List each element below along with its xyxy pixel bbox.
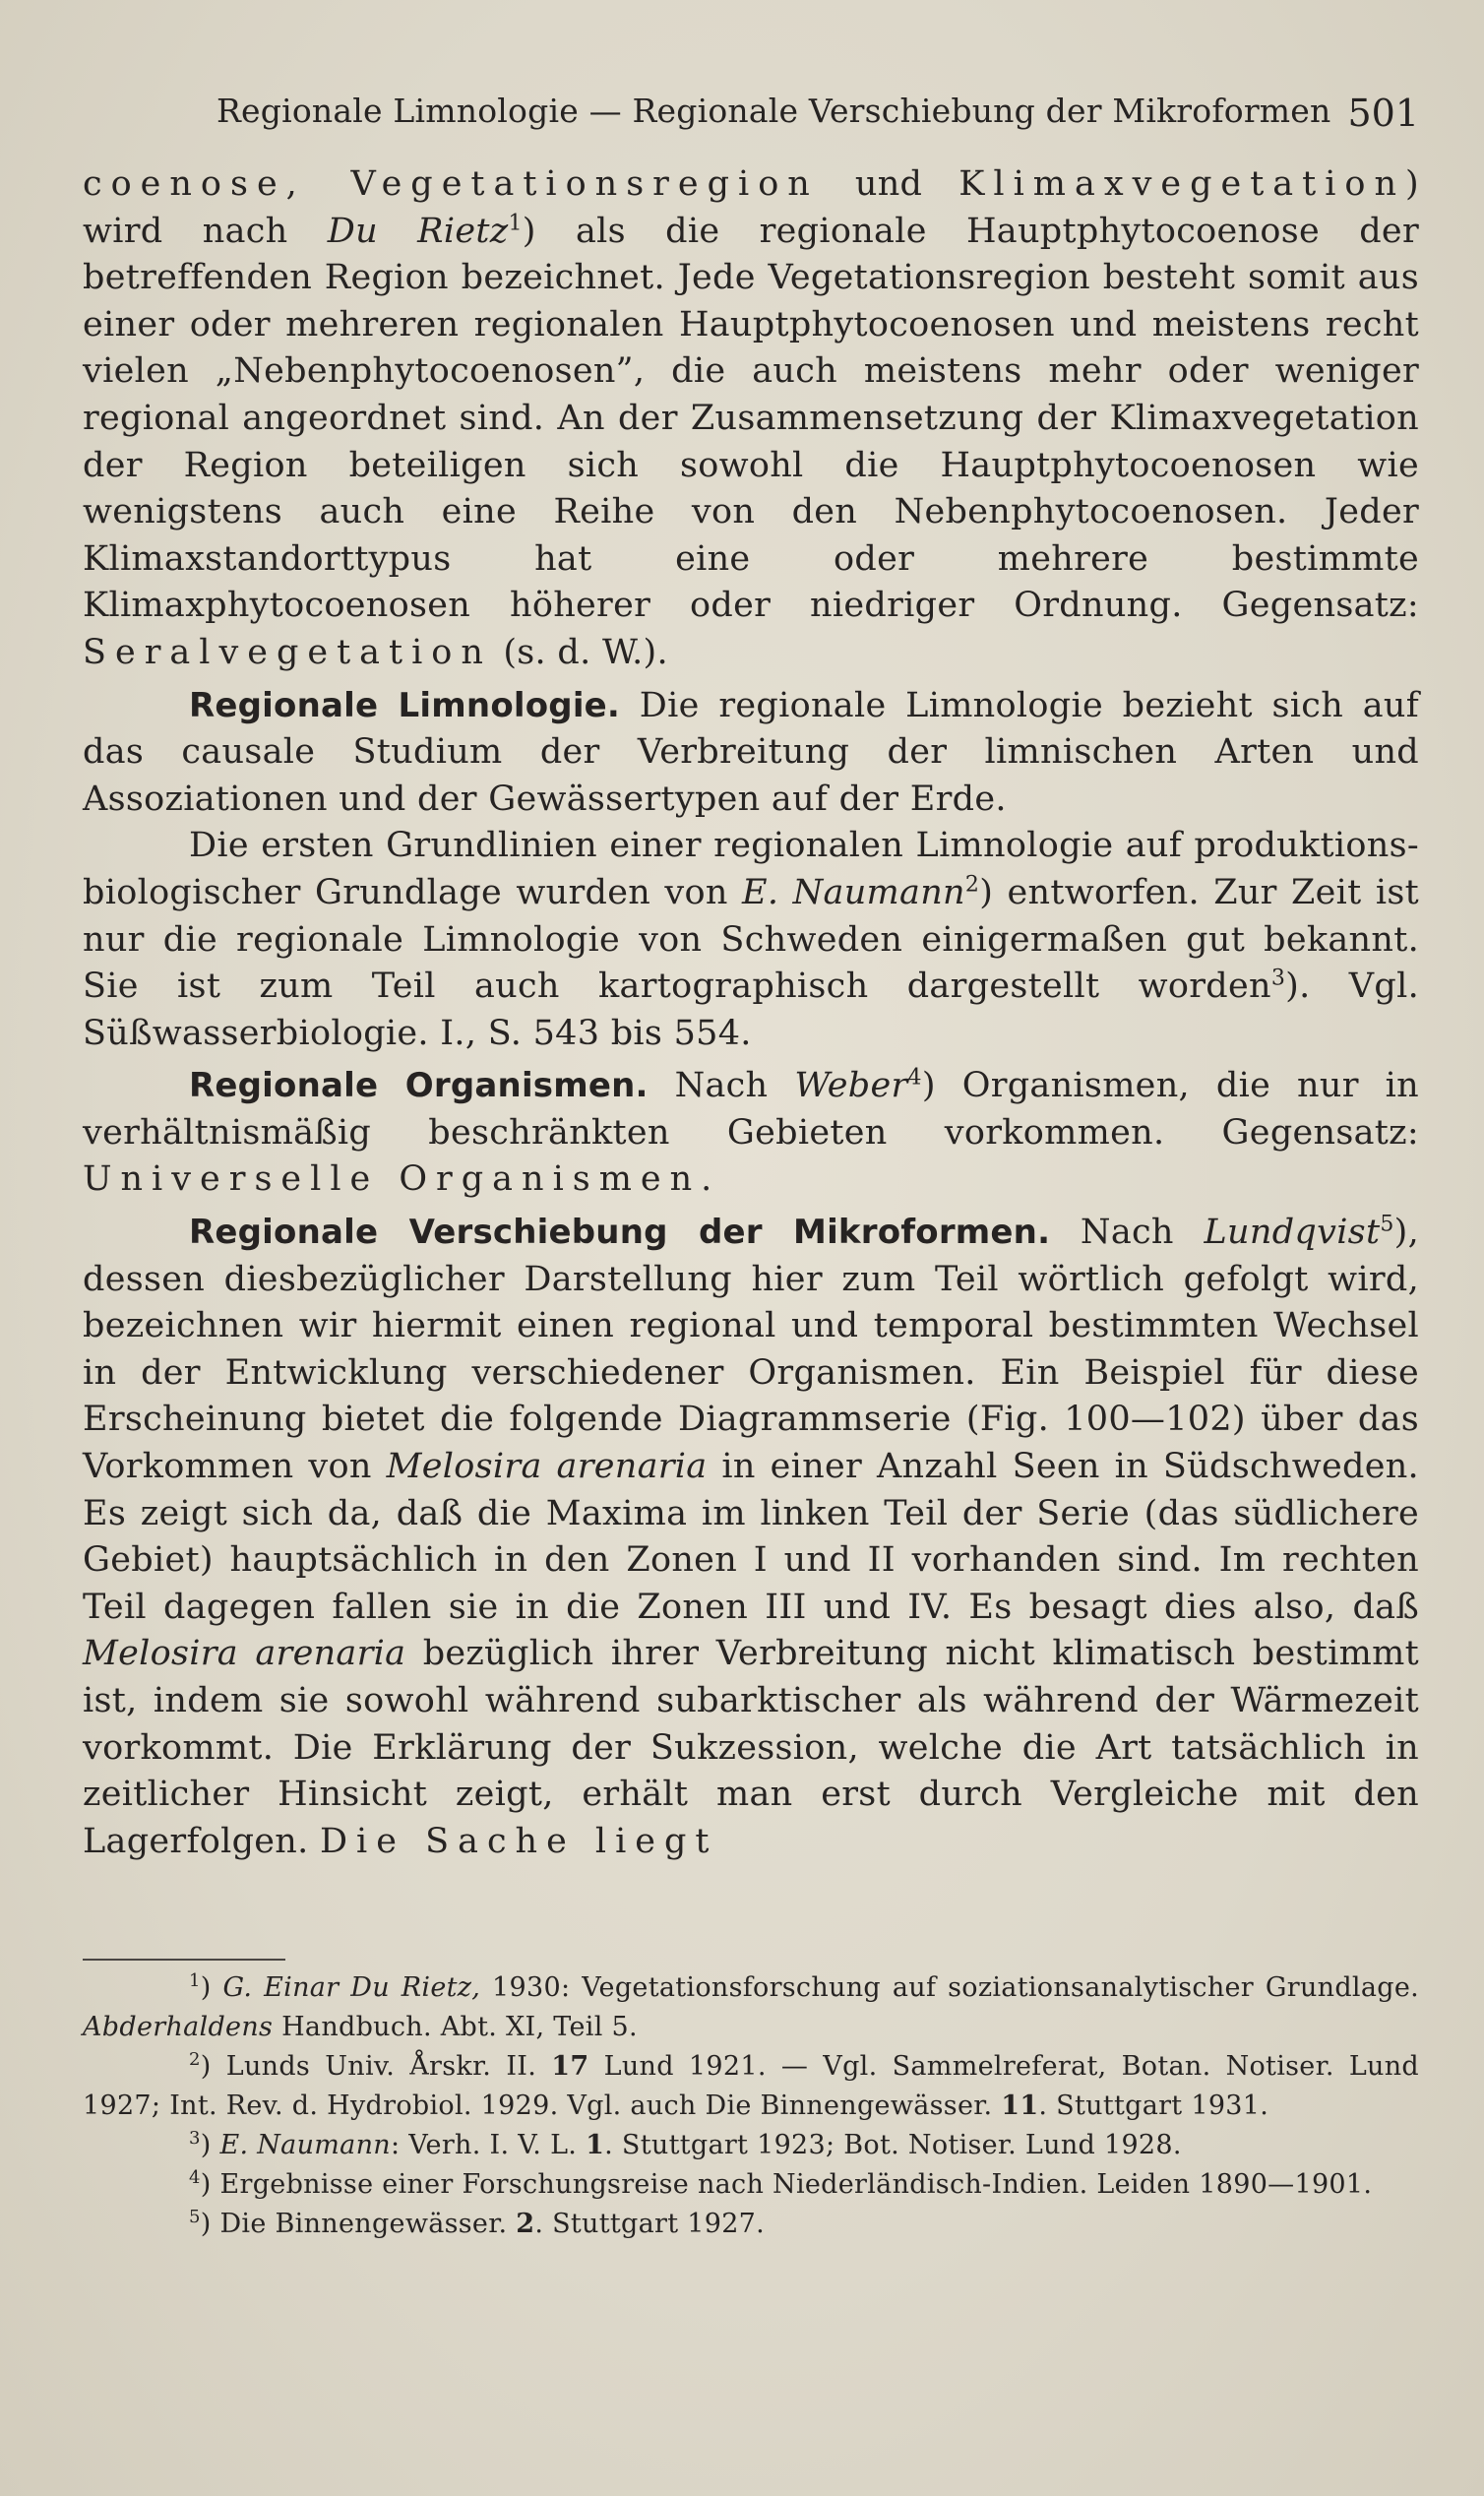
volume-number: 17: [551, 2051, 589, 2082]
footnote-4: $^4$) Ergebnisse einer Forschungsreise nach Niederländisch-Indien. Leiden 1890—1901.: [189, 2167, 1373, 2200]
text-fragment: ). Vgl. Süßwasserbiologie. I., S. 543 bis 554.: [83, 967, 1419, 1053]
running-header-title: Regionale Limnologie — Regionale Verschiebung der Mikroformen: [216, 92, 1331, 130]
author-name: Lundqvist: [1204, 1213, 1381, 1253]
text-fragment: Nach: [1080, 1213, 1174, 1253]
footnote-ref: 2: [964, 872, 980, 898]
text-fragment: ) entworfen. Zur Zeit ist nur die regionale Limnologie von Schweden einigermaßen gut bekannt. Sie ist zum Teil auch kartographisch dargestellt worden: [83, 872, 1419, 1007]
footnotes: [83, 1968, 1419, 2244]
footnote-ref: 5: [1380, 1212, 1394, 1237]
text-fragment: Lunds Univ. Årskr. II.: [225, 2051, 537, 2082]
text-fragment: in einer Anzahl Seen in Südschweden. Es zeigt sich da, daß die Maxima im linken Teil der Serie (das südlichere Gebiet) hauptsächlich in den Zonen I und II vorhanden sind. Im rechten Teil dagegen fallen sie in die Zonen III und IV. Es besagt dies also, daß: [83, 1447, 1419, 1627]
footnote-mark: 2: [189, 2049, 201, 2070]
entry-heading: Regionale Organismen.: [189, 1066, 649, 1106]
text-fragment: Nach: [674, 1066, 769, 1106]
volume-number: 1: [586, 2130, 605, 2160]
species-name: Melosira arenaria: [386, 1447, 708, 1487]
footnote-mark: 1: [189, 1970, 201, 1991]
footnote-5: $^5$) Die Binnengewässer. 2. Stuttgart 1927.: [189, 2207, 766, 2239]
page-number: 501: [1347, 92, 1419, 135]
text-fragment: Handbuch. Abt. XI, Teil 5.: [281, 2012, 638, 2042]
text-fragment: ) als die regionale Hauptphytocoenose der betreffenden Region bezeichnet. Jede Vegetationsregion besteht somit aus einer oder mehreren regionalen Hauptphytocoenosen und meistens recht vielen „Nebenphytocoenosen”, die auch meistens mehr oder weniger regional angeordnet sind. An der Zusammensetzung der Klimaxvegetation der Region beteiligen sich sowohl die Hauptphytocoenosen wie wenigstens auch eine Reihe von den Nebenphytocoenosen. Jeder Klimaxstandorttypus hat eine oder mehrere bestimmte Klimaxphytocoenosen höherer oder niedriger Ordnung. Gegensatz:: [83, 211, 1419, 626]
author-name: Weber: [794, 1066, 908, 1106]
paragraph-continuation: [83, 161, 1419, 677]
text-fragment: ) wird nach: [83, 164, 1419, 251]
author-name: E. Naumann: [742, 872, 965, 912]
text-fragment: Ergebnisse einer Forschungsreise nach Niederländisch-Indien. Leiden 1890—1901.: [219, 2169, 1373, 2200]
species-name: Melosira arenaria: [83, 1634, 406, 1674]
footnote-mark: 4: [189, 2167, 201, 2188]
spaced-term: Die Sache liegt: [320, 1821, 718, 1861]
text-fragment: . Stuttgart 1927.: [534, 2209, 766, 2239]
author-name: Abderhaldens: [83, 2012, 274, 2042]
spaced-term: Universelle Organismen.: [83, 1159, 721, 1200]
text-fragment: ), dessen diesbezüglicher Darstellung hier zum Teil wörtlich gefolgt wird, bezeichnen wir hiermit einen regional und temporal bestimmten Wechsel in der Entwicklung verschiedener Organismen. Ein Beispiel für diese Erscheinung bietet die folgende Diagrammserie (Fig. 100—102) über das Vorkommen von: [83, 1213, 1420, 1487]
footnote-3: $^3$) E. Naumann: Verh. I. V. L. 1. Stuttgart 1923; Bot. Notiser. Lund 1928.: [189, 2128, 1182, 2160]
spaced-term: coenose, Vegetationsregion: [83, 164, 819, 204]
text-fragment: : Verh. I. V. L.: [390, 2130, 578, 2160]
text-fragment: und: [854, 164, 923, 204]
footnote-ref: 1: [508, 210, 523, 235]
text-fragment: 1930: Vegetationsforschung auf soziationsanalytischer Grundlage.: [492, 1972, 1419, 2003]
author-name: E. Naumann: [219, 2130, 391, 2160]
text-fragment: . Stuttgart 1931.: [1038, 2090, 1269, 2121]
entry-regionale-verschiebung: [83, 1210, 1419, 1865]
text-fragment: Die Binnengewässer.: [219, 2209, 508, 2239]
footnote-ref: 3: [1270, 966, 1286, 991]
spaced-term: Klimaxvegetation: [958, 164, 1406, 204]
main-text: [83, 161, 1419, 1865]
text-fragment: bezüglich ihrer Verbreitung nicht klimatisch bestimmt ist, indem sie sowohl während subarktischer als während der Wärmezeit vorkommt. Die Erklärung der Sukzession, welche die Art tatsächlich in zeitlicher Hinsicht zeigt, erhält man erst durch Vergleiche mit den Lagerfolgen.: [83, 1634, 1419, 1861]
spaced-term: Seralvegetation: [83, 632, 492, 672]
entry-regionale-organismen: [83, 1063, 1419, 1204]
footnote-divider: [83, 1959, 285, 1961]
running-header: [216, 87, 1419, 136]
entry-heading: Regionale Limnologie.: [189, 685, 621, 725]
footnote-mark: 3: [189, 2128, 201, 2149]
text-fragment: Lund 1921. — Vgl. Sammelreferat, Botan. Notiser. Lund 1927; Int. Rev. d. Hydrobiol. 1929. Vgl. auch Die Binnengewässer.: [83, 2051, 1420, 2121]
author-name: Du Rietz: [327, 211, 509, 251]
footnote-mark: 5: [189, 2207, 201, 2227]
paragraph-limnologie-continued: [83, 823, 1419, 1057]
text-fragment: Die ersten Grundlinien einer regionalen Limnologie auf produktions-biologischer Grundlage wurden von: [83, 826, 1419, 912]
author-name: G. Einar Du Rietz,: [222, 1972, 481, 2003]
text-fragment: Die regionale Limnologie bezieht sich auf das causale Studium der Verbreitung der limnischen Arten und Assoziationen und der Gewässertypen auf der Erde.: [83, 685, 1419, 819]
volume-number: 2: [516, 2209, 535, 2239]
entry-heading: Regionale Verschiebung der Mikroformen.: [189, 1213, 1051, 1253]
footnote-2: $^2$) Lunds Univ. Årskr. II. 17 Lund 1921. — Vgl. Sammelreferat, Botan. Notiser. Lund 1927; Int. Rev. d. Hydrobiol. 1929. Vgl. auch Die Binnengewässer. 11. Stuttgart 1931.: [83, 2049, 1420, 2121]
volume-number: 11: [1001, 2090, 1039, 2121]
footnote-1: $^1$) G. Einar Du Rietz, 1930: Vegetationsforschung auf soziationsanalytischer Grundlage. Abderhaldens Handbuch. Abt. XI, Teil 5.: [83, 1970, 1419, 2042]
entry-regionale-limnologie: [83, 683, 1419, 824]
text-fragment: (s. d. W.).: [503, 632, 668, 672]
text-fragment: . Stuttgart 1923; Bot. Notiser. Lund 1928.: [604, 2130, 1182, 2160]
text-fragment: ) Organismen, die nur in verhältnismäßig beschränkten Gebieten vorkommen. Gegensatz:: [83, 1066, 1419, 1153]
footnote-ref: 4: [907, 1065, 922, 1091]
